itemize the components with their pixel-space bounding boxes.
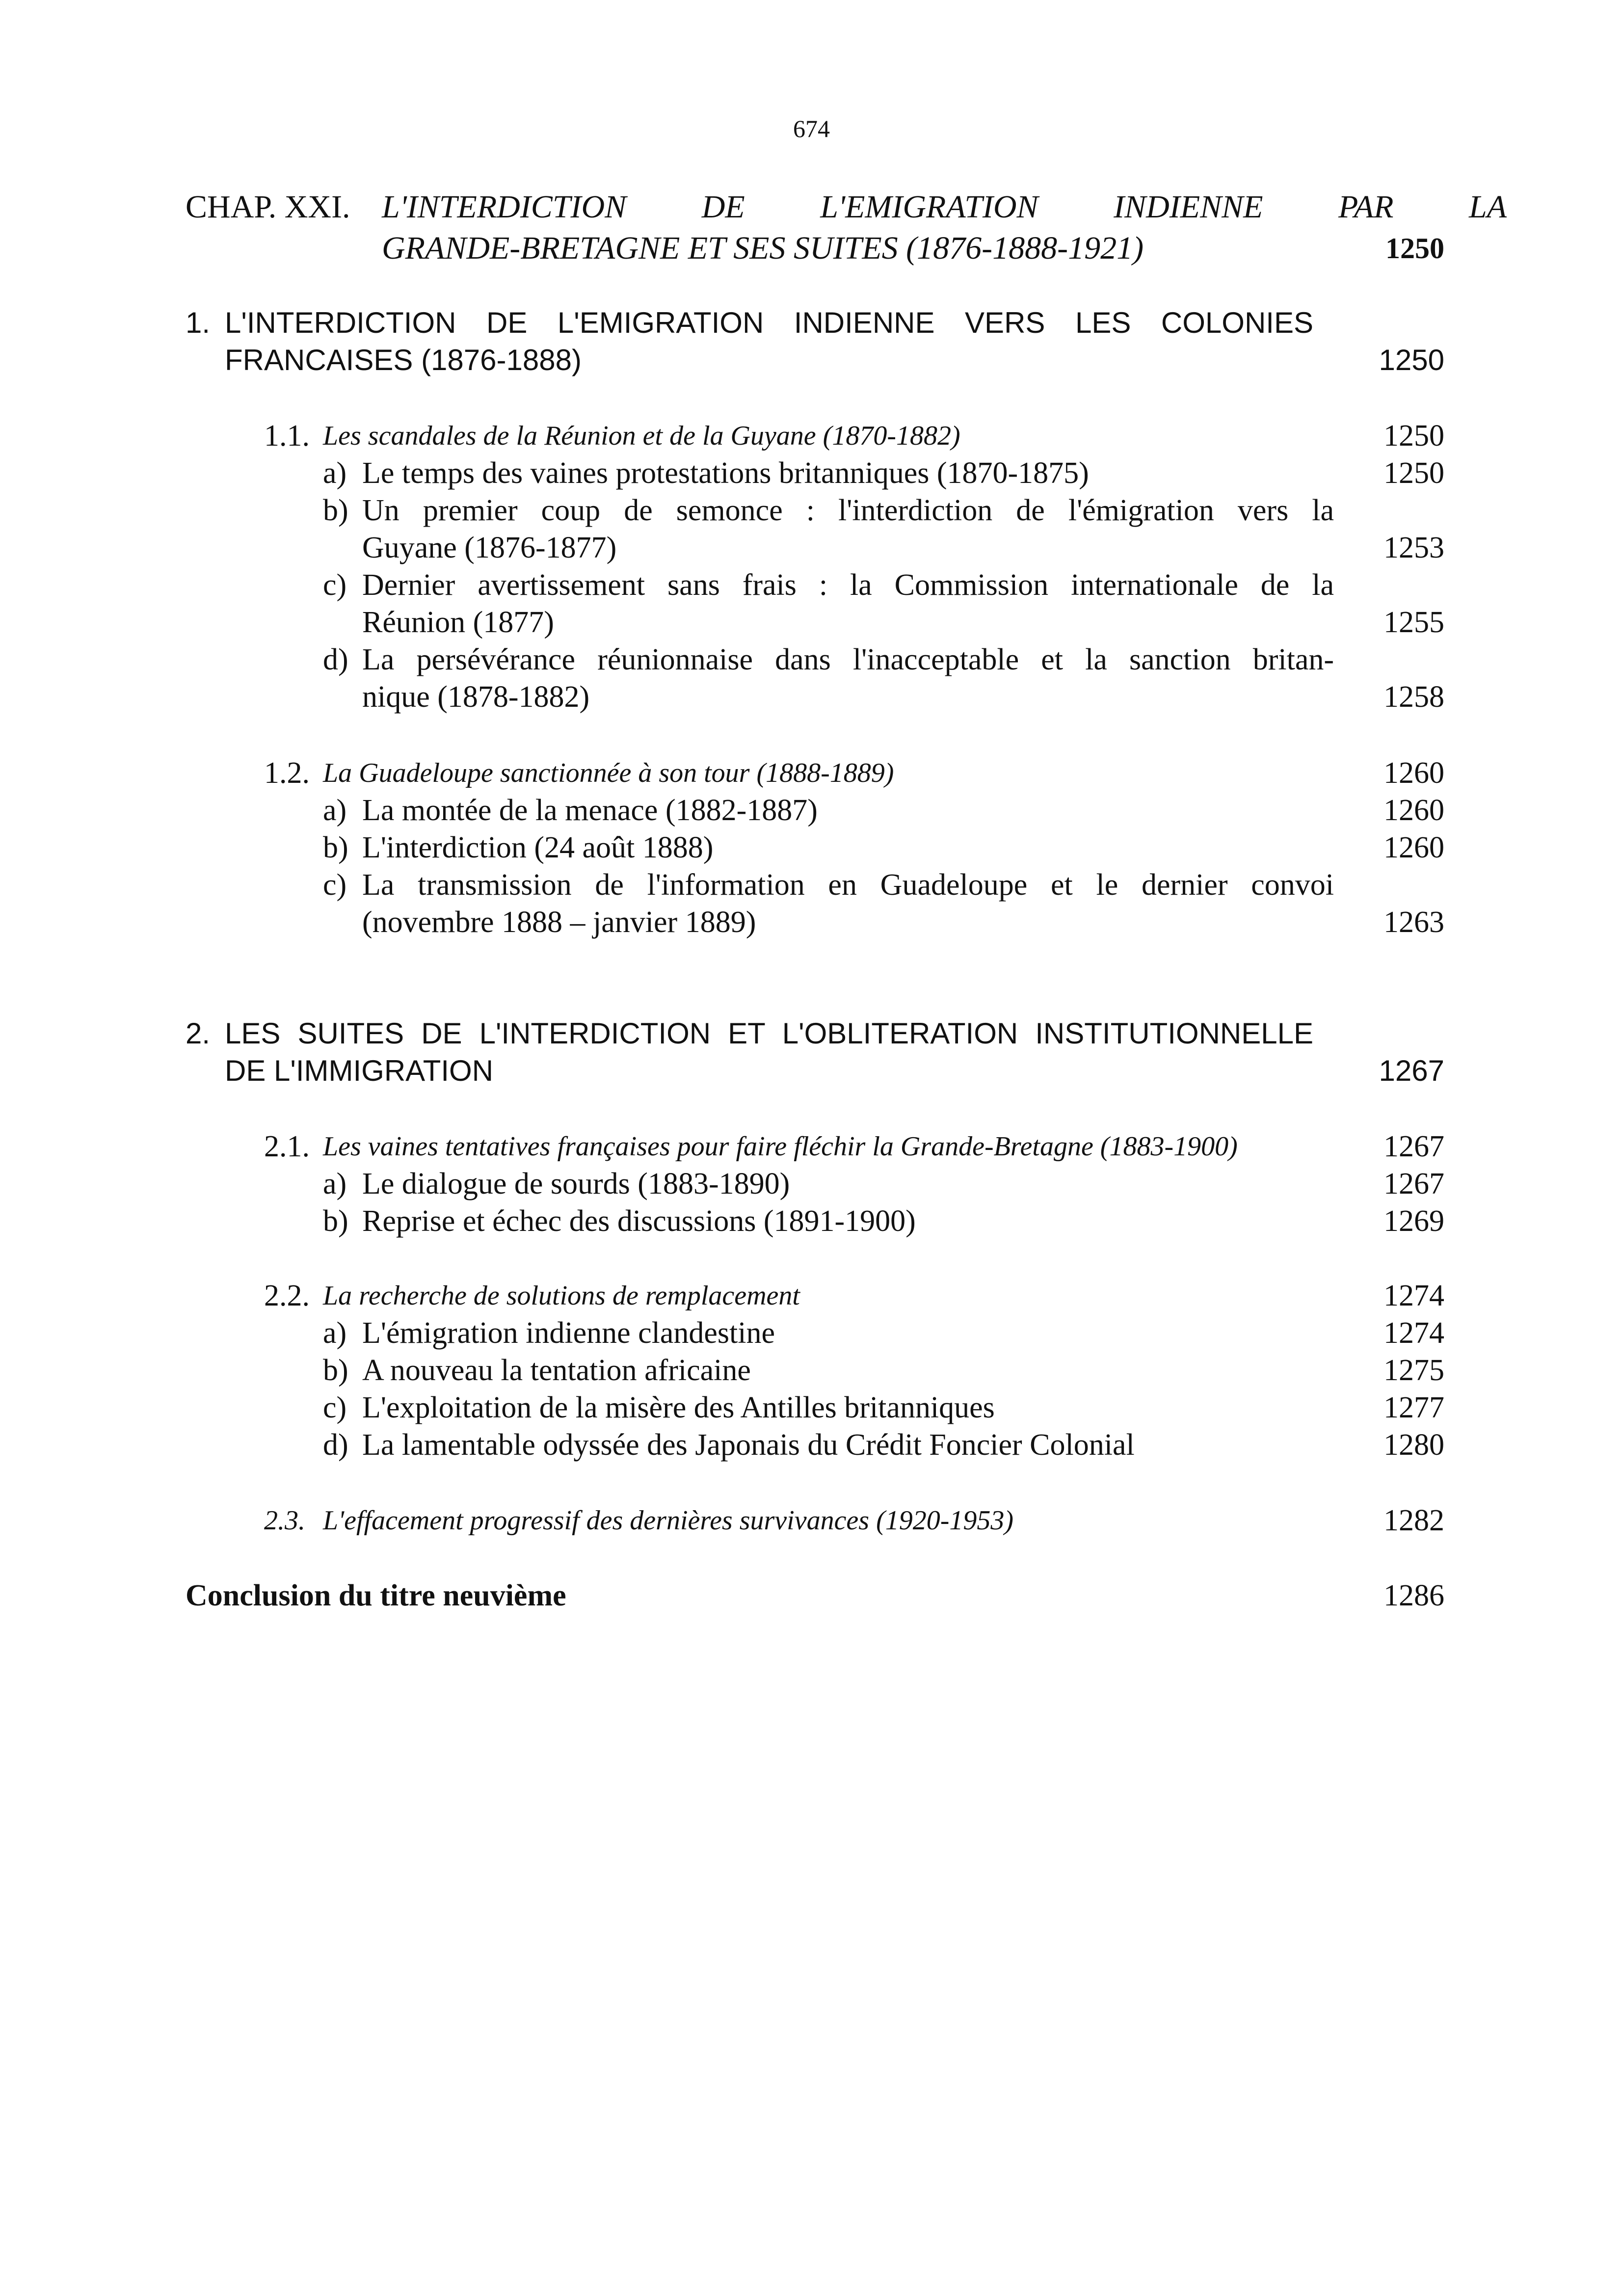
item-1-1-a-text: Le temps des vaines protestations britanniques (1870-1875): [362, 456, 1089, 490]
page-number: 674: [793, 115, 830, 142]
section-1-2-page: 1260: [1384, 756, 1444, 790]
conclusion-page: 1286: [1384, 1579, 1444, 1612]
item-1-2-c-page: 1263: [1384, 906, 1444, 939]
section-2-3-number: 2.3.: [264, 1505, 305, 1536]
item-2-2-c-page: 1277: [1384, 1391, 1444, 1424]
item-2-2-a-text: L'émigration indienne clandestine: [362, 1316, 775, 1350]
section-1-2-number: 1.2.: [264, 756, 310, 790]
part1-title: [225, 304, 1313, 379]
section-2-1-page: 1267: [1384, 1130, 1444, 1163]
chapter-label: CHAP. XXI.: [186, 189, 350, 225]
item-2-2-d-page: 1280: [1384, 1428, 1444, 1462]
item-1-1-a-page: 1250: [1384, 456, 1444, 490]
item-1-1-d-page: 1258: [1384, 680, 1444, 714]
part1-title-line1: L'INTERDICTION DE L'EMIGRATION INDIENNE VERS LES COLONIES: [225, 306, 1313, 339]
item-1-1-a-letter: a): [323, 456, 347, 490]
item-1-1-b-letter: b): [323, 494, 348, 527]
item-1-1-c-line1: Dernier avertissement sans frais : la Commission internationale de la: [362, 568, 1334, 602]
item-1-1-b-line2: Guyane (1876-1877): [362, 531, 617, 564]
item-1-1-b-line1: Un premier coup de semonce : l'interdiction de l'émigration vers la: [362, 494, 1334, 527]
chapter-page: 1250: [1385, 232, 1444, 265]
item-1-1-c-line2: Réunion (1877): [362, 606, 554, 639]
section-1-2-title: La Guadeloupe sanctionnée à son tour (1888-1889): [323, 758, 894, 788]
item-1-1-c-letter: c): [323, 568, 347, 602]
section-2-2-number: 2.2.: [264, 1279, 310, 1312]
item-1-2-c-line2: (novembre 1888 – janvier 1889): [362, 906, 756, 939]
item-2-2-a-page: 1274: [1384, 1316, 1444, 1350]
item-2-1-b-letter: b): [323, 1204, 348, 1238]
item-1-2-b-page: 1260: [1384, 831, 1444, 864]
chapter-title-line2: GRANDE-BRETAGNE ET SES SUITES (1876-1888-1921): [382, 230, 1144, 266]
part1-number: 1.: [186, 306, 211, 339]
part1-title-line2: FRANCAISES (1876-1888): [225, 344, 582, 376]
section-2-3-page: 1282: [1384, 1504, 1444, 1537]
item-1-1-c-page: 1255: [1384, 606, 1444, 639]
item-2-1-b-text: Reprise et échec des discussions (1891-1900): [362, 1204, 916, 1238]
part2-number: 2.: [186, 1017, 211, 1050]
item-2-2-d-letter: d): [323, 1428, 348, 1462]
item-1-2-b-text: L'interdiction (24 août 1888): [362, 831, 714, 864]
part1-page: 1250: [1379, 344, 1444, 376]
item-1-1-d-line2: nique (1878-1882): [362, 680, 590, 714]
item-1-1-d-letter: d): [323, 643, 348, 676]
item-1-2-a-letter: a): [323, 794, 347, 827]
item-1-2-c-text: [362, 866, 1334, 941]
item-2-1-a-letter: a): [323, 1167, 347, 1201]
item-1-2-c-letter: c): [323, 868, 347, 902]
section-2-3-title: L'effacement progressif des dernières survivances (1920-1953): [323, 1505, 1014, 1536]
item-1-1-b-page: 1253: [1384, 531, 1444, 564]
section-2-1-title: Les vaines tentatives françaises pour faire fléchir la Grande-Bretagne (1883-1900): [323, 1131, 1238, 1162]
item-1-1-d-line1: La persévérance réunionnaise dans l'inacceptable et la sanction britan-: [362, 643, 1334, 676]
section-2-2-page: 1274: [1384, 1279, 1444, 1312]
section-1-1-page: 1250: [1384, 419, 1444, 453]
item-1-2-b-letter: b): [323, 831, 348, 864]
item-1-1-b-text: [362, 492, 1334, 566]
item-1-2-c-line1: La transmission de l'information en Guadeloupe et le dernier convoi: [362, 868, 1334, 902]
item-2-2-b-text: A nouveau la tentation africaine: [362, 1354, 751, 1387]
item-2-1-b-page: 1269: [1384, 1204, 1444, 1238]
chapter-title: [382, 187, 1507, 269]
chapter-title-line1: L'INTERDICTION DE L'EMIGRATION INDIENNE PAR LA: [382, 189, 1507, 225]
item-2-2-c-text: L'exploitation de la misère des Antilles britanniques: [362, 1391, 995, 1424]
item-1-1-d-text: [362, 641, 1334, 716]
part2-title-line1: LES SUITES DE L'INTERDICTION ET L'OBLITERATION INSTITUTIONNELLE: [225, 1017, 1313, 1050]
section-1-1-number: 1.1.: [264, 419, 310, 453]
item-1-1-c-text: [362, 566, 1334, 641]
part2-page: 1267: [1379, 1054, 1444, 1087]
section-1-1-title: Les scandales de la Réunion et de la Guyane (1870-1882): [323, 421, 960, 451]
item-2-2-a-letter: a): [323, 1316, 347, 1350]
item-2-1-a-page: 1267: [1384, 1167, 1444, 1201]
item-2-2-c-letter: c): [323, 1391, 347, 1424]
item-1-2-a-text: La montée de la menace (1882-1887): [362, 794, 818, 827]
item-2-2-b-letter: b): [323, 1354, 348, 1387]
item-1-2-a-page: 1260: [1384, 794, 1444, 827]
section-2-2-title: La recherche de solutions de remplacement: [323, 1281, 800, 1311]
part2-title-line2: DE L'IMMIGRATION: [225, 1054, 494, 1087]
item-2-2-b-page: 1275: [1384, 1354, 1444, 1387]
item-2-2-d-text: La lamentable odyssée des Japonais du Crédit Foncier Colonial: [362, 1428, 1135, 1462]
part2-title: [225, 1015, 1313, 1090]
item-2-1-a-text: Le dialogue de sourds (1883-1890): [362, 1167, 790, 1201]
conclusion-text: Conclusion du titre neuvième: [186, 1579, 566, 1612]
section-2-1-number: 2.1.: [264, 1130, 310, 1163]
